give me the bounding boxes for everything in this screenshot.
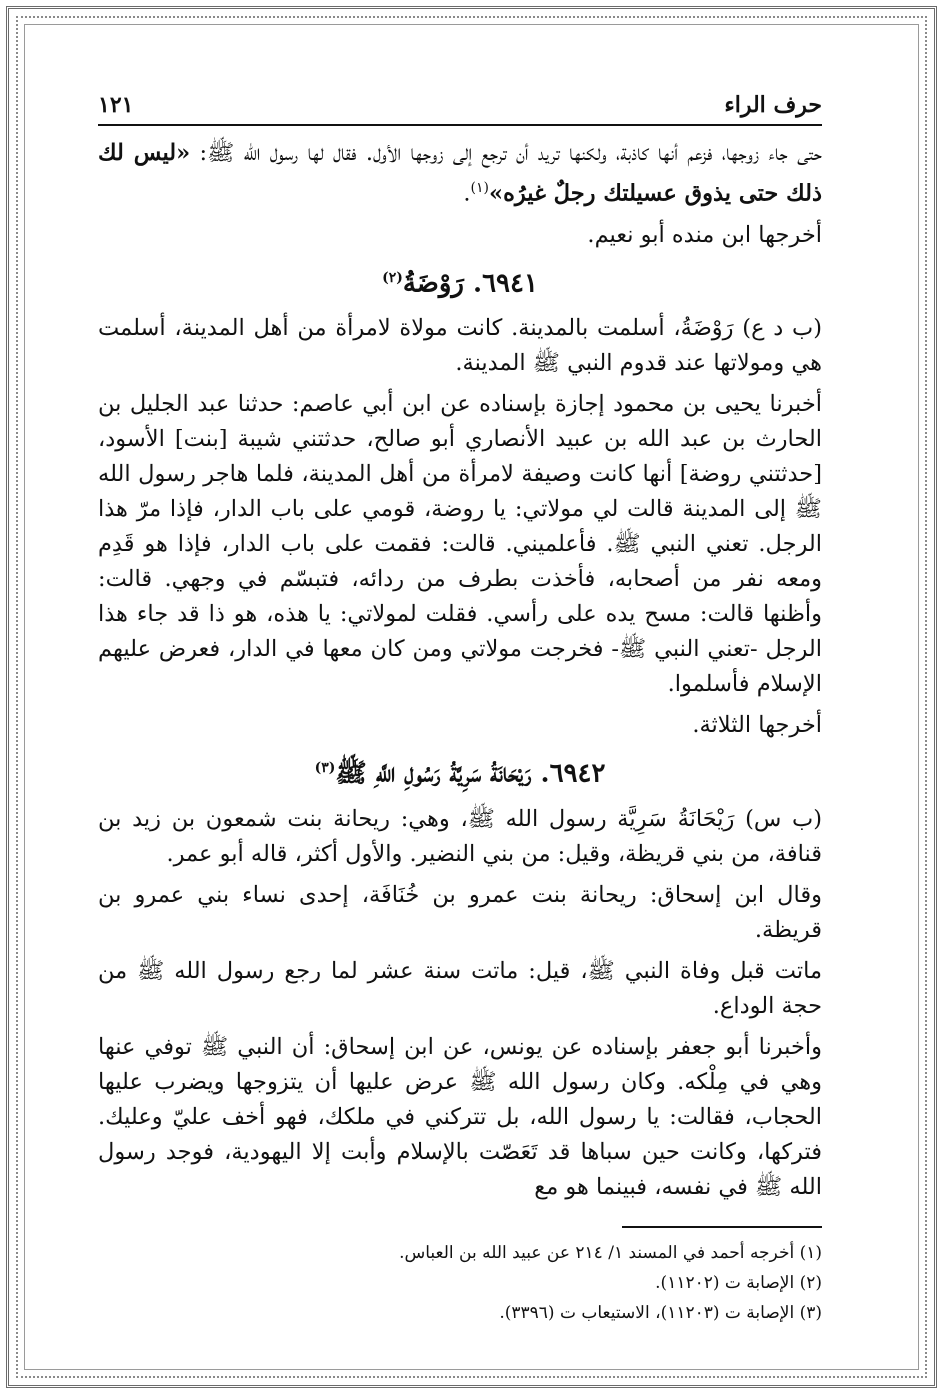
footnote-1: (١) أخرجه أحمد في المسند ١/ ٢١٤ عن عبيد الله بن العباس.	[399, 1243, 822, 1263]
entry-heading-6942	[98, 751, 822, 792]
footnote-3: (٣) الإصابة ت (١١٢٠٣)، الاستيعاب ت (٣٣٩٦).	[499, 1303, 822, 1323]
entry-title-text: ٦٩٤٢. رَيْحَانَةُ سَرِيَّةُ رَسُولِ اللَّهِ ﷺ	[335, 758, 606, 789]
entry-paragraph: وأخبرنا أبو جعفر بإسناده عن يونس، عن ابن إسحاق: أن النبي ﷺ توفي عنها وهي في مِلْكه. وكان رسول الله ﷺ عرض عليها أن يتزوجها ويضرب عليها الحجاب، فقالت: يا رسول الله، بل تتركني في ملكك، فهو أخف عليّ وعليك. فتركها، وكانت حين سباها قد تَعَصّت بالإسلام وأبت إلا اليهودية، فوجد رسول الله ﷺ في نفسه، فبينما هو مع	[98, 1033, 822, 1200]
footnote-2: (٢) الإصابة ت (١١٢٠٢).	[655, 1273, 822, 1293]
entry-paragraph: أخبرنا يحيى بن محمود إجازة بإسناده عن ابن أبي عاصم: حدثنا عبد الجليل بن الحارث بن عبد الله بن عبيد الأنصاري أبو صالح، حدثتني شيبة [بنت] الأسود، [حدثتني روضة] أنها كانت وصيفة لامرأة من أهل المدينة، فلما هاجر رسول الله ﷺ إلى المدينة قالت لي مولاتي: يا روضة، قومي على باب الدار، فإذا مرّ هذا الرجل. تعني النبي ﷺ. فأعلميني. قالت: فقمت على باب الدار، فإذا هو قَدِم ومعه نفر من أصحابه، فأخذت بطرف من ردائه، فتبسّم في وجهي. قالت: وأظنها قالت: مسح يده على رأسي. فقلت لمولاتي: يا هذه، هو ذا قد جاء هذا الرجل -تعني النبي ﷺ- فخرجت مولاتي ومن كان معها في الدار، فعرض عليهم الإسلام فأسلموا.	[98, 391, 822, 698]
entry-paragraph: (ب س) رَيْحَانَةُ سَرِيَّة رسول الله ﷺ، وهي: ريحانة بنت شمعون بن زيد بن قنافة، من بني قريظة، وقيل: من بني النضير. والأول أكثر، قاله أبو عمر.	[98, 805, 822, 867]
entry-paragraph: ماتت قبل وفاة النبي ﷺ، قيل: ماتت سنة عشر لما رجع رسول الله ﷺ من حجة الوداع.	[98, 957, 822, 1019]
footnote-ref: (٢)	[382, 269, 403, 286]
page-number: ١٢١	[98, 92, 134, 118]
source-line: أخرجها ابن منده أبو نعيم.	[587, 221, 822, 248]
entry-paragraph: وقال ابن إسحاق: ريحانة بنت عمرو بن خُنَافَة، إحدى نساء بني عمرو بن قريظة.	[98, 881, 822, 943]
hadith-quote: «ليس لك ذلك حتى يذوق عسيلتك رجلٌ غيرُه»	[98, 140, 822, 207]
paragraph-text: حتى جاء زوجها، فزعم أنها كاذبة، ولكنها تريد أن ترجع إلى زوجها الأول. فقال لها رسول الله ﷺ:	[199, 140, 822, 166]
footnote-rule	[622, 1226, 822, 1228]
main-text	[98, 136, 822, 1205]
source-line: أخرجها الثلاثة.	[692, 712, 822, 739]
entry-paragraph: (ب د ع) رَوْضَةُ، أسلمت بالمدينة. كانت مولاة لامرأة من أهل المدينة، أسلمت هي ومولاتها عند قدوم النبي ﷺ المدينة.	[98, 315, 822, 377]
paragraph-continuation	[98, 136, 822, 212]
sentence-end: .	[463, 180, 471, 207]
page-content	[98, 92, 822, 1211]
footnote-ref: (٣)	[314, 760, 336, 777]
footnote-ref: (١)	[470, 180, 490, 196]
running-title: حرف الراء	[724, 92, 822, 118]
entry-title-text: ٦٩٤١. رَوْضَةُ	[402, 268, 538, 299]
running-header	[98, 92, 822, 126]
entry-heading-6941	[98, 261, 822, 302]
footnotes	[98, 1226, 822, 1328]
